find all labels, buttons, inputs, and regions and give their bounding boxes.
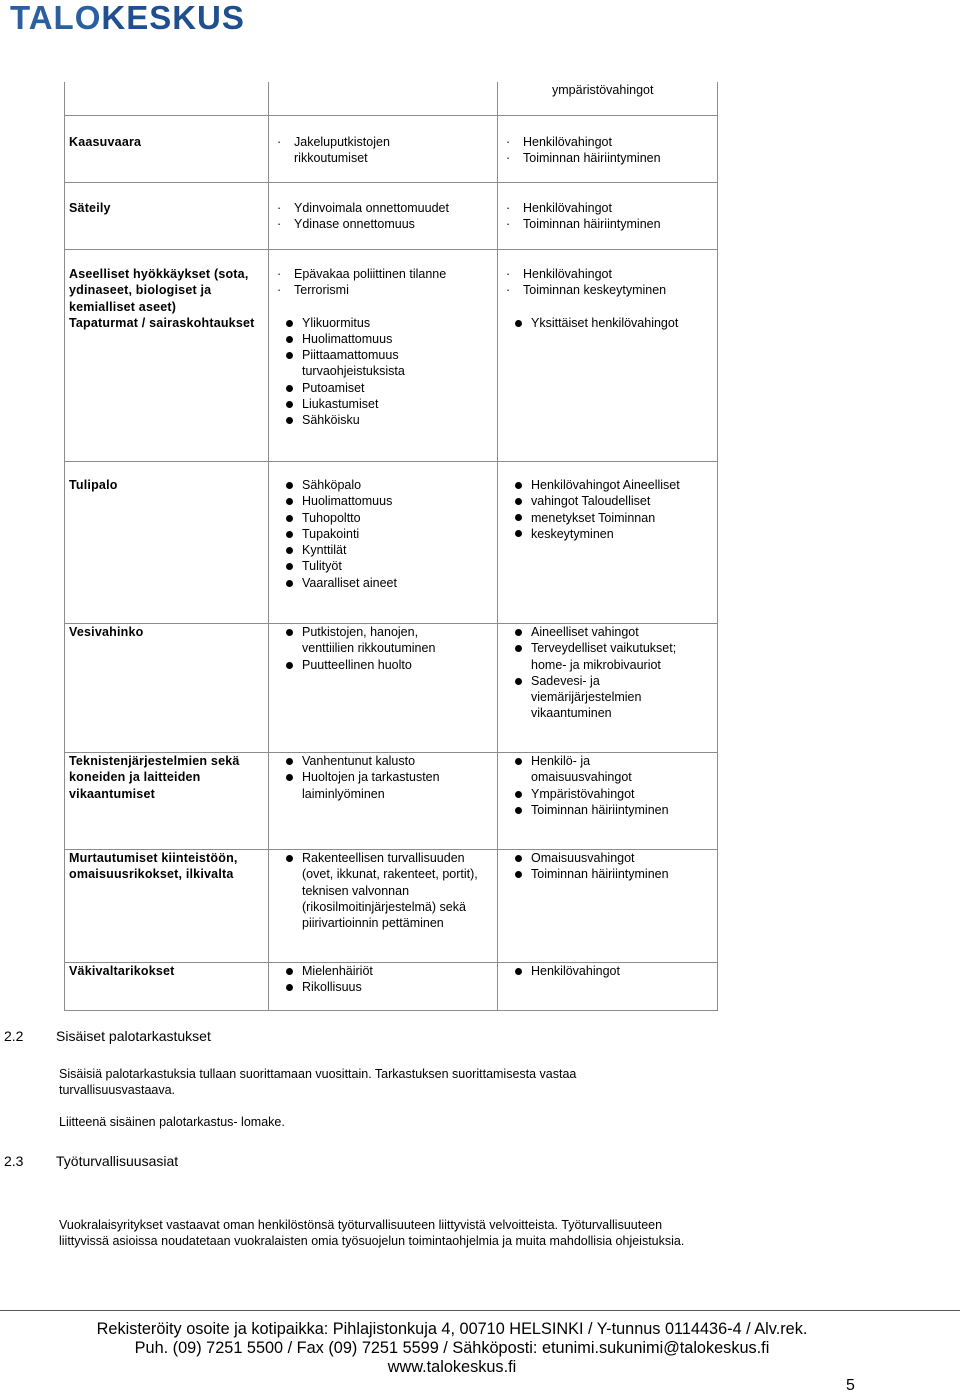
company-logo bbox=[0, 0, 245, 36]
list-item: Toiminnan häiriintyminen bbox=[513, 866, 713, 882]
list-item: Piittaamattomuus turvaohjeistuksista bbox=[284, 347, 432, 380]
list-item: · Toiminnan keskeytyminen bbox=[502, 282, 713, 298]
list-item: · Jakeluputkistojen rikkoutumiset bbox=[273, 134, 434, 167]
section-number: 2.2 bbox=[4, 1028, 24, 1044]
risk-name: Teknistenjärjestelmien sekä koneiden ja laitteiden vikaantumiset bbox=[69, 754, 240, 801]
table-row bbox=[65, 183, 718, 250]
table-row bbox=[65, 250, 718, 462]
risk-name: Kaasuvaara bbox=[69, 135, 142, 149]
risk-name: Tulipalo bbox=[69, 478, 118, 492]
list-item: Huolimattomuus bbox=[284, 493, 493, 509]
risk-name: Tapaturmat / sairaskohtaukset bbox=[69, 315, 255, 330]
table-row bbox=[65, 82, 718, 116]
list-item: Liukastumiset bbox=[284, 396, 493, 412]
table-row bbox=[65, 116, 718, 183]
list-item: Mielenhäiriöt bbox=[284, 963, 493, 979]
effect-text: ympäristövahingot bbox=[552, 83, 654, 97]
bullet-icon bbox=[515, 530, 522, 537]
section-heading bbox=[4, 1153, 178, 1169]
bullet-icon bbox=[515, 498, 522, 505]
list-item: Aineelliset vahingot bbox=[513, 624, 713, 640]
list-item: · Terrorismi bbox=[273, 282, 493, 298]
section-number: 2.3 bbox=[4, 1153, 24, 1169]
risk-name: Aseelliset hyökkäykset (sota, ydinaseet, biologiset ja kemialliset aseet) bbox=[69, 267, 249, 314]
table-row bbox=[65, 462, 718, 624]
logo-text-rest: KESKUS bbox=[101, 0, 245, 36]
section-heading bbox=[4, 1028, 211, 1044]
list-item: Sadevesi- ja viemärijärjestelmien vikaantuminen bbox=[513, 673, 671, 722]
footer-line-1: Rekisteröity osoite ja kotipaikka: Pihlajistonkuja 4, 00710 HELSINKI / Y-tunnus 0114436-4 / Alv.rek. bbox=[96, 1320, 808, 1338]
list-item: · Henkilövahingot bbox=[502, 200, 713, 216]
list-item: Putoamiset bbox=[284, 380, 493, 396]
list-item: Ylikuormitus bbox=[284, 315, 493, 331]
list-item: Henkilö- ja omaisuusvahingot bbox=[513, 753, 661, 786]
list-item: · Henkilövahingot bbox=[502, 266, 713, 282]
list-item: · Toiminnan häiriintyminen bbox=[502, 216, 713, 232]
list-item: Vaaralliset aineet bbox=[284, 575, 493, 591]
risk-table bbox=[64, 82, 718, 1011]
list-item: Toiminnan häiriintyminen bbox=[513, 802, 713, 818]
section-title: Sisäiset palotarkastukset bbox=[56, 1028, 211, 1044]
list-item: Omaisuusvahingot bbox=[513, 850, 713, 866]
list-item: Tuhopoltto bbox=[284, 510, 493, 526]
list-item: Tulityöt bbox=[284, 558, 493, 574]
table-row bbox=[65, 624, 718, 753]
list-item: Rikollisuus bbox=[284, 979, 493, 995]
paragraph: Sisäisiä palotarkastuksia tullaan suorittamaan vuosittain. Tarkastuksen suorittamisesta vastaa turvallisuusvastaava. bbox=[59, 1067, 577, 1098]
list-item: Kynttilät bbox=[284, 542, 493, 558]
list-item: · Ydinvoimala onnettomuudet bbox=[273, 200, 493, 216]
bullet-icon bbox=[515, 514, 522, 521]
list-item: · Epävakaa poliittinen tilanne bbox=[273, 266, 493, 282]
risk-name: Väkivaltarikokset bbox=[69, 964, 175, 978]
table-row bbox=[65, 753, 718, 850]
list-item: Yksittäiset henkilövahingot bbox=[513, 315, 713, 331]
list-item: Ympäristövahingot bbox=[513, 786, 713, 802]
list-item: Tupakointi bbox=[284, 526, 493, 542]
list-item: Sähköisku bbox=[284, 412, 493, 428]
list-item: Huoltojen ja tarkastusten laiminlyöminen bbox=[284, 769, 452, 802]
list-item: Henkilövahingot Aineelliset vahingot Taloudelliset menetykset Toiminnan keskeytyminen bbox=[531, 478, 680, 541]
paragraph: Liitteenä sisäinen palotarkastus- lomake. bbox=[59, 1115, 285, 1129]
list-item: Vanhentunut kalusto bbox=[284, 753, 493, 769]
table-row bbox=[65, 850, 718, 963]
logo-text-first: TALO bbox=[10, 0, 102, 36]
risk-name: Vesivahinko bbox=[69, 625, 144, 639]
section-title: Työturvallisuusasiat bbox=[56, 1153, 179, 1169]
table-row bbox=[65, 963, 718, 1011]
list-item: Terveydelliset vaikutukset; home- ja mikrobivauriot bbox=[513, 640, 696, 673]
risk-name: Säteily bbox=[69, 201, 111, 215]
list-item: · Ydinase onnettomuus bbox=[273, 216, 493, 232]
list-item: Henkilövahingot bbox=[513, 963, 713, 979]
footer-divider bbox=[0, 1310, 960, 1311]
list-item: Putkistojen, hanojen, venttiilien rikkoutuminen bbox=[284, 624, 462, 657]
list-item: Puutteellinen huolto bbox=[284, 657, 493, 673]
list-item: Sähköpalo bbox=[284, 477, 493, 493]
footer-line-2: Puh. (09) 7251 5500 / Fax (09) 7251 5599 / Sähköposti: etunimi.sukunimi@talokeskus.fi bbox=[134, 1339, 770, 1357]
list-item: Huolimattomuus bbox=[284, 331, 493, 347]
footer-line-3: www.talokeskus.fi bbox=[387, 1358, 517, 1376]
list-item: · Toiminnan häiriintyminen bbox=[502, 150, 713, 166]
page-number: 5 bbox=[846, 1377, 855, 1394]
paragraph: Vuokralaisyritykset vastaavat oman henkilöstönsä työturvallisuuteen liittyvistä velvoitteista. Työturvallisuuteen liittyvissä asioissa noudatetaan vuokralaisten omia työsuojelun toimintaohjelmia ja muita mahdollisia ohjeistuksia. bbox=[59, 1218, 685, 1249]
risk-name: Murtautumiset kiinteistöön, omaisuusrikokset, ilkivalta bbox=[69, 851, 238, 882]
list-item: Rakenteellisen turvallisuuden (ovet, ikkunat, rakenteet, portit), teknisen valvonnan (rikosilmoitinjärjestelmä) sekä piirivartioinnin pettäminen bbox=[284, 850, 493, 931]
bullet-icon bbox=[515, 482, 522, 489]
list-item: · Henkilövahingot bbox=[502, 134, 713, 150]
